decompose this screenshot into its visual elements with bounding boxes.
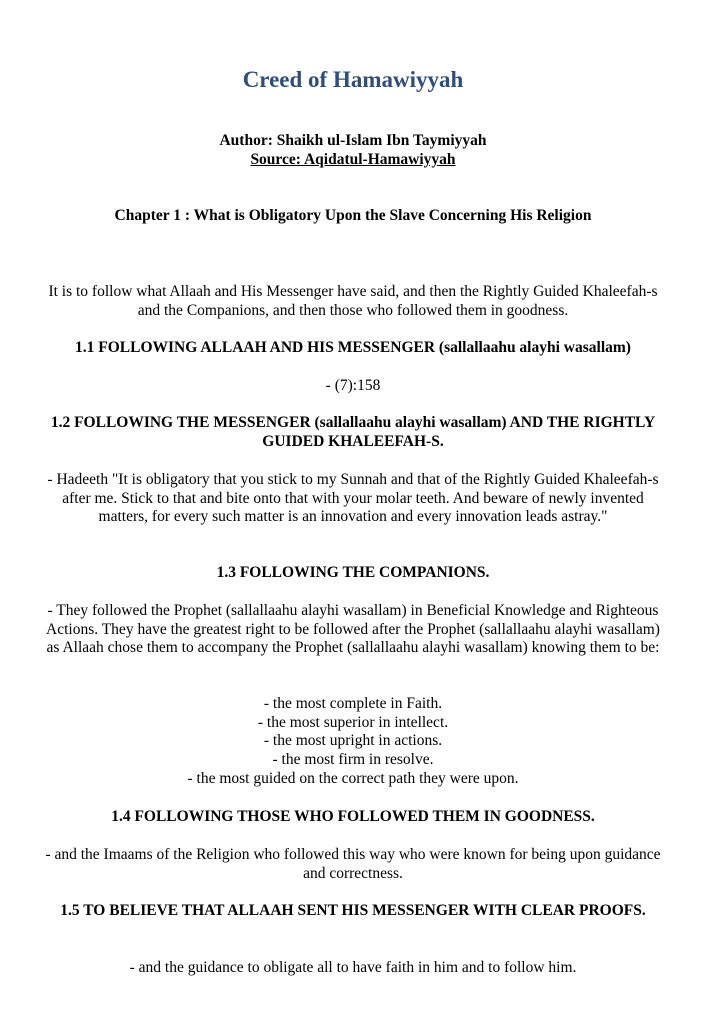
section-heading-1-3: 1.3 FOLLOWING THE COMPANIONS. <box>216 564 490 581</box>
list-item: - the most complete in Faith. <box>263 695 443 712</box>
qualities-list <box>40 695 666 789</box>
list-item: - the most superior in intellect. <box>257 713 449 731</box>
section-heading-1-5: 1.5 TO BELIEVE THAT ALLAAH SENT HIS MESSENGER WITH CLEAR PROOFS. <box>60 902 646 919</box>
section-body-1-2: - Hadeeth "It is obligatory that you stick to my Sunnah and that of the Rightly Guided Khaleefah-s after me. Stick to that and bite onto that with your molar teeth. And beware of newly invented matters, for every such matter is an innovation and every innovation leads astray." <box>47 471 659 526</box>
section-heading-1-1: 1.1 FOLLOWING ALLAAH AND HIS MESSENGER (sallallaahu alayhi wasallam) <box>75 339 631 356</box>
section-body-1-3: - They followed the Prophet (sallallaahu alayhi wasallam) in Beneficial Knowledge and Righteous Actions. They have the greatest right to be followed after the Prophet (sallallaahu alayhi wasallam) as Allaah chose them to accompany the Prophet (sallallaahu alayhi wasallam) knowing them to be: <box>46 602 660 657</box>
list-item: - the most firm in resolve. <box>272 751 434 769</box>
section-heading-1-4: 1.4 FOLLOWING THOSE WHO FOLLOWED THEM IN GOODNESS. <box>111 808 595 825</box>
source-line: Source: Aqidatul-Hamawiyyah <box>250 151 456 168</box>
intro-paragraph: It is to follow what Allaah and His Messenger have said, and then the Rightly Guided Khaleefah-s and the Companions, and then those who followed them in goodness. <box>48 283 658 319</box>
byline <box>40 131 666 169</box>
section-body-1-5: - and the guidance to obligate all to have faith in him and to follow him. <box>129 959 577 976</box>
page-title: Creed of Hamawiyyah <box>242 67 464 92</box>
chapter-heading: Chapter 1 : What is Obligatory Upon the Slave Concerning His Religion <box>114 207 592 224</box>
section-heading-1-2: 1.2 FOLLOWING THE MESSENGER (sallallaahu alayhi wasallam) AND THE RIGHTLY GUIDED KHALEEFAH-S. <box>50 414 656 450</box>
author-line: Author: Shaikh ul-Islam Ibn Taymiyyah <box>219 132 487 149</box>
section-body-1-1: - (7):158 <box>325 377 381 394</box>
list-item: - the most upright in actions. <box>263 732 443 750</box>
list-item: - the most guided on the correct path they were upon. <box>187 769 519 787</box>
section-body-1-4: - and the Imaams of the Religion who followed this way who were known for being upon guidance and correctness. <box>45 846 661 882</box>
